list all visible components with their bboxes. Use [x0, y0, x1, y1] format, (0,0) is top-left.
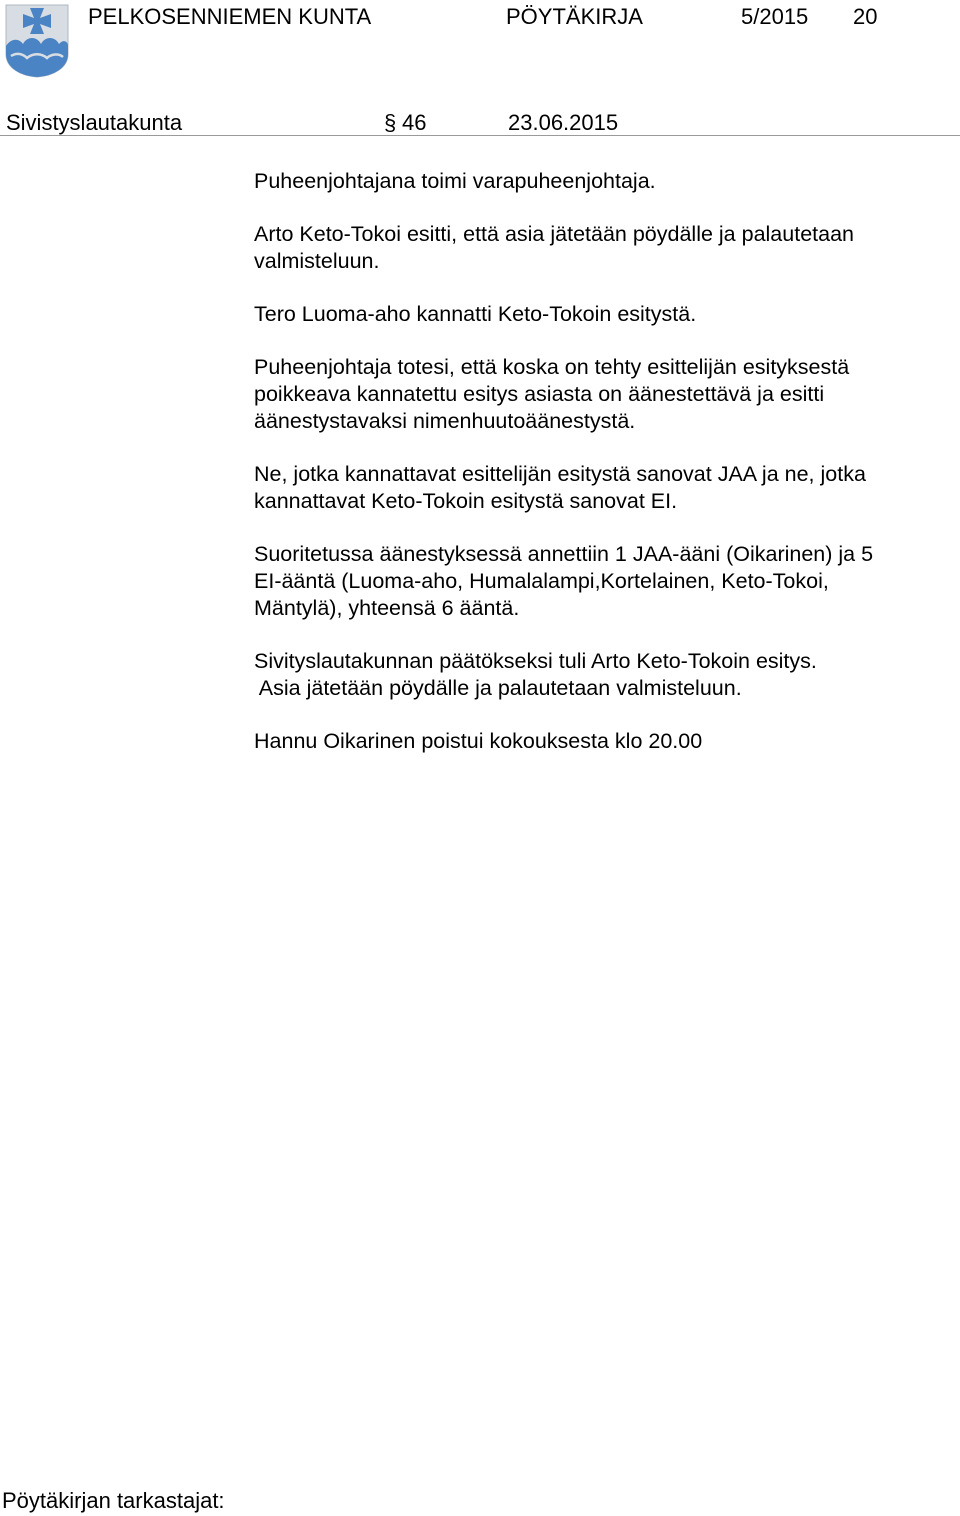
paragraph-line: Mäntylä), yhteensä 6 ääntä.: [254, 596, 520, 620]
paragraph: [254, 168, 944, 195]
paragraph-line: EI-ääntä (Luoma-aho, Humalalampi,Kortelainen, Keto-Tokoi,: [254, 569, 829, 593]
paragraph-line: Sivityslautakunnan päätökseksi tuli Arto Keto-Tokoin esitys.: [254, 649, 817, 673]
section-number: 46: [402, 110, 427, 135]
paragraph: [254, 541, 944, 622]
paragraph-line: Puheenjohtaja totesi, että koska on tehty esittelijän esityksestä: [254, 355, 850, 379]
document-type: PÖYTÄKIRJA: [506, 4, 643, 29]
paragraph: [254, 221, 944, 275]
meeting-date: 23.06.2015: [508, 110, 619, 135]
page-number: 20: [853, 4, 878, 29]
paragraph-line: Puheenjohtajana toimi varapuheenjohtaja.: [254, 169, 656, 193]
paragraph-line: Asia jätetään pöydälle ja palautetaan valmisteluun.: [254, 676, 742, 700]
minutes-reviewers-label: Pöytäkirjan tarkastajat:: [2, 1488, 225, 1513]
paragraph-line: Tero Luoma-aho kannatti Keto-Tokoin esitystä.: [254, 302, 697, 326]
paragraph: [254, 301, 944, 328]
paragraph: [254, 354, 944, 435]
paragraph-line: kannattavat Keto-Tokoin esitystä sanovat EI.: [254, 489, 678, 513]
paragraph-line: poikkeava kannatettu esitys asiasta on äänestettävä ja esitti: [254, 382, 825, 406]
board-name: Sivistyslautakunta: [6, 110, 183, 135]
municipality-crest-logo: [5, 4, 69, 78]
paragraph: [254, 728, 944, 755]
paragraph-line: valmisteluun.: [254, 249, 380, 273]
paragraph-line: Suoritetussa äänestyksessä annettiin 1 JAA-ääni (Oikarinen) ja 5: [254, 542, 874, 566]
paragraph: [254, 461, 944, 515]
minutes-body: [254, 168, 944, 781]
paragraph-line: Ne, jotka kannattavat esittelijän esitystä sanovat JAA ja ne, jotka: [254, 462, 866, 486]
section-symbol: §: [384, 110, 397, 135]
org-name: PELKOSENNIEMEN KUNTA: [88, 4, 372, 29]
paragraph-line: äänestystavaksi nimenhuutoäänestystä.: [254, 409, 636, 433]
paragraph-line: Arto Keto-Tokoi esitti, että asia jätetään pöydälle ja palautetaan: [254, 222, 854, 246]
meeting-number: 5/2015: [741, 4, 809, 29]
paragraph: [254, 648, 944, 702]
paragraph-line: Hannu Oikarinen poistui kokouksesta klo 20.00: [254, 729, 703, 753]
header-divider: [0, 135, 960, 136]
